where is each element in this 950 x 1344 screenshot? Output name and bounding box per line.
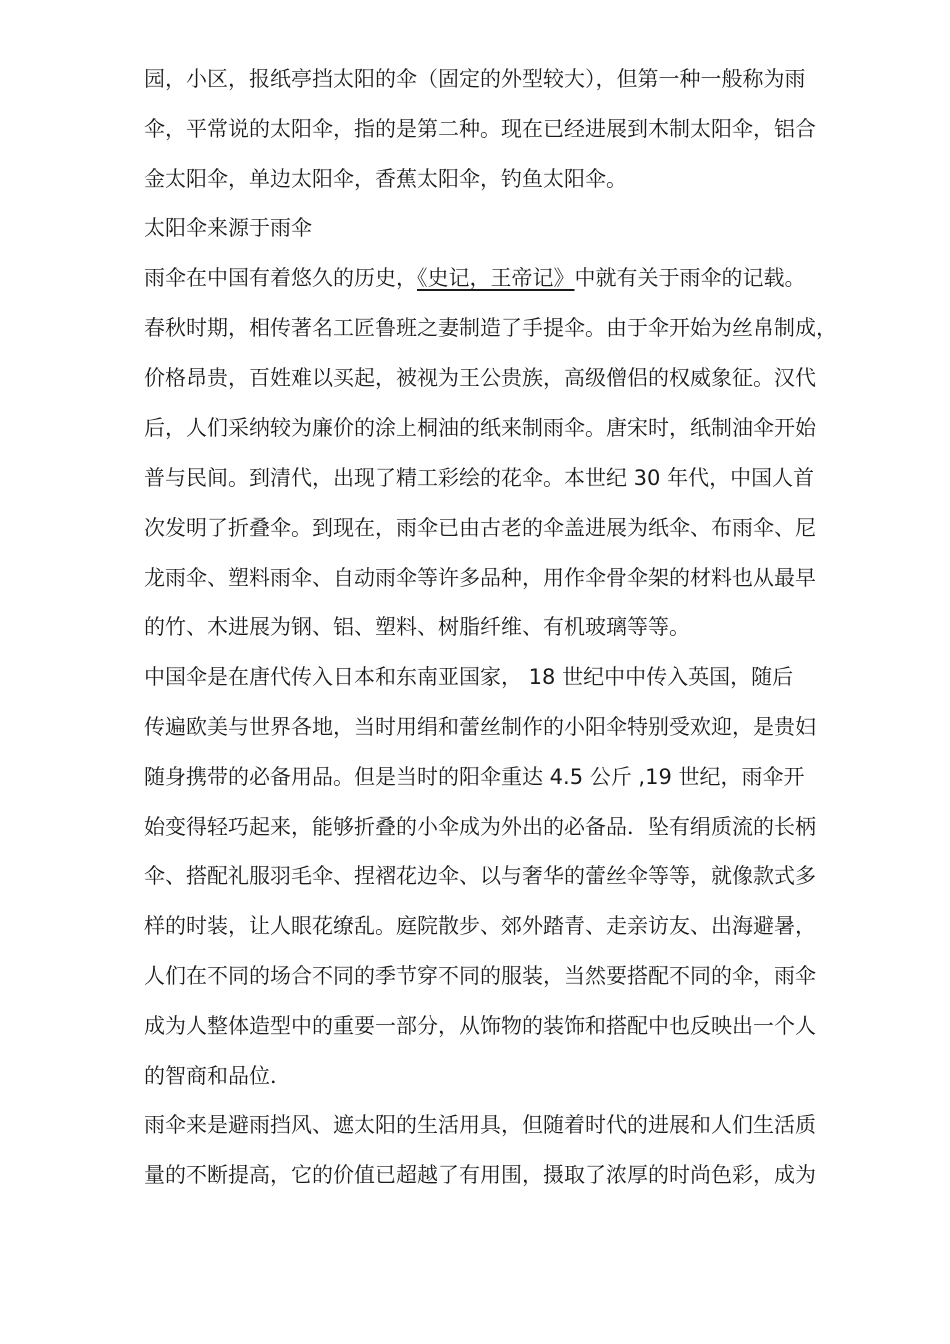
text-line: 始变得轻巧起来，能够折叠的小伞成为外出的必备品．坠有绢质流的长柄: [144, 815, 816, 839]
text-line: 价格昂贵，百姓难以买起，被视为王公贵族，高级僧侣的权威象征。汉代: [144, 366, 816, 390]
text-line: 传遍欧美与世界各地，当时用绢和蕾丝制作的小阳伞特别受欢迎，是贵妇: [144, 715, 816, 739]
text-line: 量的不断提高，它的价值已超越了有用围，摄取了浓厚的时尚色彩，成为: [144, 1163, 816, 1187]
text-line: 中国伞是在唐代传入日本和东南亚国家， 18 世纪中中传入英国，随后: [144, 665, 794, 689]
text-line: 后，人们采纳较为廉价的涂上桐油的纸来制雨伞。唐宋时，纸制油伞开始: [144, 416, 816, 440]
text-line: 的智商和品位．: [144, 1064, 291, 1088]
text-line: 样的时装，让人眼花缭乱。庭院散步、郊外踏青、走亲访友、出海避暑，: [144, 914, 816, 938]
text-segment: 中就有关于雨伞的记载。: [574, 266, 806, 290]
text-line: 人们在不同的场合不同的季节穿不同的服装，当然要搭配不同的伞，雨伞: [144, 964, 816, 988]
text-line: 金太阳伞，单边太阳伞，香蕉太阳伞，钓鱼太阳伞。: [144, 167, 627, 191]
text-line: 成为人整体造型中的重要一部分，从饰物的装饰和搭配中也反映出一个人: [144, 1014, 816, 1038]
text-line: 随身携带的必备用品。但是当时的阳伞重达 4.5 公斤 ,19 世纪，雨伞开: [144, 765, 805, 789]
book-title-link[interactable]: 《史记，王帝记》: [417, 266, 575, 290]
text-line: 次发明了折叠伞。到现在，雨伞已由古老的伞盖进展为纸伞、布雨伞、尼: [144, 516, 816, 540]
text-line: 雨伞来是避雨挡风、遮太阳的生活用具，但随着时代的进展和人们生活质: [144, 1113, 816, 1137]
text-line: 龙雨伞、塑料雨伞、自动雨伞等许多品种，用作伞骨伞架的材料也从最早: [144, 566, 816, 590]
text-line: 的竹、木进展为钢、铝、塑料、树脂纤维、有机玻璃等等。: [144, 615, 690, 639]
text-line: [144, 263, 806, 293]
text-line: 春秋时期，相传著名工匠鲁班之妻制造了手提伞。由于伞开始为丝帛制成，: [144, 316, 837, 340]
text-line: 普与民间。到清代，出现了精工彩绘的花伞。本世纪 30 年代，中国人首: [144, 466, 815, 490]
text-line: 园，小区，报纸亭挡太阳的伞（固定的外型较大），但第一种一般称为雨: [144, 67, 806, 91]
text-segment: 雨伞在中国有着悠久的历史，: [144, 266, 417, 290]
text-line: 伞、搭配礼服羽毛伞、捏褶花边伞、以与奢华的蕾丝伞等等，就像款式多: [144, 864, 816, 888]
text-line: 伞，平常说的太阳伞，指的是第二种。现在已经进展到木制太阳伞，铝合: [144, 117, 816, 141]
section-heading: 太阳伞来源于雨伞: [144, 216, 312, 240]
